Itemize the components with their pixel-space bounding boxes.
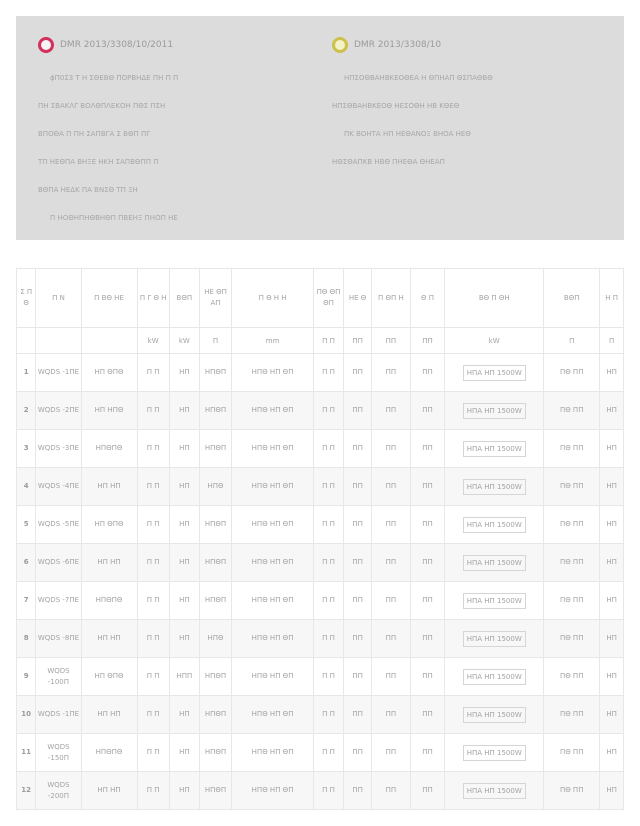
table-cell: ΠΘ ΠΠ <box>544 582 600 620</box>
table-cell: Π Π <box>137 354 169 392</box>
row-index-cell: 4 <box>17 468 36 506</box>
table-cell: ΗΠ <box>600 392 624 430</box>
spec-table <box>16 268 624 810</box>
table-cell: ΠΠ <box>344 582 372 620</box>
table-cell: ΠΠ <box>410 620 444 658</box>
column-header: Π Γ Θ Η <box>137 269 169 328</box>
unit-cell <box>17 328 36 354</box>
table-cell: ΠΘ ΠΠ <box>544 658 600 696</box>
table-row <box>17 772 624 810</box>
table-cell: ΠΠ <box>372 582 411 620</box>
table-cell: ΗΠΘΠΘ <box>81 430 137 468</box>
note-line: ΤΠ ΗΕΘΠΑ ΒΗΞΕ ΗΚΗ ΣΑΠΒΘΠΠ Π <box>38 158 159 166</box>
table-cell: ΗΠΘΠ <box>199 544 231 582</box>
red-circle-icon <box>38 37 54 53</box>
motor-badge: ΗΠΑ ΗΠ 1500W <box>463 593 526 609</box>
table-row <box>17 430 624 468</box>
motor-cell <box>445 430 544 468</box>
table-cell: ΗΠ <box>600 696 624 734</box>
table-cell: Π Π <box>137 468 169 506</box>
table-cell: Π Π <box>313 696 343 734</box>
motor-badge: ΗΠΑ ΗΠ 1500W <box>463 555 526 571</box>
column-header: Π ΒΘ ΗΕ <box>81 269 137 328</box>
table-cell: ΗΠ ΗΠΘ <box>81 392 137 430</box>
table-cell: ΠΘ ΠΠ <box>544 468 600 506</box>
table-cell: Π Π <box>313 354 343 392</box>
motor-badge: ΗΠΑ ΗΠ 1500W <box>463 745 526 761</box>
motor-cell <box>445 696 544 734</box>
note-line: ΠΗ ΣΒΑΚΛΓ ΒΟΛΘΠΛΕΚΟΗ ΠΘΣ ΠΣΗ <box>38 102 166 110</box>
table-cell: ΠΠ <box>344 620 372 658</box>
table-cell: ΗΠ ΗΠ <box>81 468 137 506</box>
unit-cell: Π <box>544 328 600 354</box>
row-index-cell: 10 <box>17 696 36 734</box>
table-cell: ΗΠ <box>600 772 624 810</box>
table-cell: ΠΠ <box>344 772 372 810</box>
table-cell: ΠΠ <box>410 468 444 506</box>
model-cell: WQDS -7ΠΕ <box>36 582 81 620</box>
table-cell: ΗΠ <box>169 734 199 772</box>
note-line: ΒΘΠΑ ΗΕΔΚ ΠΑ ΒΝΣΘ ΤΠ ΞΗ <box>38 186 138 194</box>
row-index-cell: 12 <box>17 772 36 810</box>
column-header: ΒΘΠ <box>169 269 199 328</box>
table-cell: ΗΠ <box>600 734 624 772</box>
motor-badge: ΗΠΑ ΗΠ 1500W <box>463 631 526 647</box>
table-cell: ΠΠ <box>372 468 411 506</box>
table-cell: ΠΠ <box>344 544 372 582</box>
table-cell: ΠΠ <box>410 696 444 734</box>
unit-cell: Π <box>199 328 231 354</box>
table-cell: ΠΠ <box>372 392 411 430</box>
model-cell: WQDS -4ΠΕ <box>36 468 81 506</box>
motor-cell <box>445 658 544 696</box>
table-cell: ΗΠ ΗΠ <box>81 696 137 734</box>
table-cell: Π Π <box>137 392 169 430</box>
table-cell: ΠΘ ΠΠ <box>544 354 600 392</box>
table-cell: Π Π <box>137 620 169 658</box>
table-body <box>17 354 624 810</box>
model-cell: WQDS -8ΠΕ <box>36 620 81 658</box>
motor-cell <box>445 734 544 772</box>
column-header: Σ Π Θ <box>17 269 36 328</box>
unit-cell <box>36 328 81 354</box>
table-cell: ΠΠ <box>410 734 444 772</box>
note-line: Π ΗΟΘΗΠΗΘΒΗΘΠ ΠΒΕΗΞ ΠΗΟΠ ΗΕ <box>50 214 178 222</box>
table-cell: Π Π <box>137 430 169 468</box>
table-cell: ΗΠΘΠ <box>199 658 231 696</box>
table-cell: ΗΠΘΠ <box>199 582 231 620</box>
table-cell: Π Π <box>313 468 343 506</box>
table-cell: Π Π <box>137 696 169 734</box>
note-line: ΗΠΣΘΒΑΗΒΚΕΟΘ ΗΕΣΟΘΗ ΗΒ ΚΘΕΘ <box>332 102 460 110</box>
table-cell: ΠΠ <box>372 506 411 544</box>
table-cell: ΠΠ <box>344 430 372 468</box>
table-cell: ΠΠ <box>344 354 372 392</box>
motor-badge: ΗΠΑ ΗΠ 1500W <box>463 783 526 799</box>
table-cell: Π Π <box>313 544 343 582</box>
table-cell: ΠΠ <box>410 354 444 392</box>
table-cell: ΗΠΘ ΗΠ ΘΠ <box>232 354 314 392</box>
table-cell: ΠΠ <box>372 430 411 468</box>
table-cell: ΗΠΘ ΗΠ ΘΠ <box>232 658 314 696</box>
table-units-row <box>17 328 624 354</box>
table-cell: ΠΘ ΠΠ <box>544 620 600 658</box>
notes-panel <box>16 16 624 240</box>
row-index-cell: 7 <box>17 582 36 620</box>
table-cell: ΠΠ <box>372 772 411 810</box>
column-header: Π Ν <box>36 269 81 328</box>
unit-cell <box>81 328 137 354</box>
row-index-cell: 5 <box>17 506 36 544</box>
table-cell: ΠΠ <box>344 696 372 734</box>
table-row <box>17 468 624 506</box>
unit-cell: kW <box>445 328 544 354</box>
table-cell: Π Π <box>137 658 169 696</box>
column-header: Π Θ Η Η <box>232 269 314 328</box>
note-right <box>332 34 620 176</box>
table-cell: ΗΠ <box>169 696 199 734</box>
table-cell: ΗΠ ΗΠ <box>81 620 137 658</box>
table-cell: ΗΠΘ ΗΠ ΘΠ <box>232 430 314 468</box>
motor-badge: ΗΠΑ ΗΠ 1500W <box>463 365 526 381</box>
note-line: ΗΘΣΘΑΠΚΒ ΗΒΘ ΠΗΕΘΑ ΘΗΕΑΠ <box>332 158 445 166</box>
table-cell: ΗΠΘΠ <box>199 696 231 734</box>
column-header: ΒΘΠ <box>544 269 600 328</box>
table-cell: ΠΠ <box>410 772 444 810</box>
row-index-cell: 9 <box>17 658 36 696</box>
unit-cell: kW <box>169 328 199 354</box>
column-header: Π ΘΠ Η <box>372 269 411 328</box>
table-cell: ΗΠ ΘΠΘ <box>81 658 137 696</box>
table-cell: ΠΘ ΠΠ <box>544 696 600 734</box>
table-cell: ΠΠ <box>372 620 411 658</box>
table-cell: ΗΠ <box>600 582 624 620</box>
table-row <box>17 544 624 582</box>
table-row <box>17 620 624 658</box>
motor-cell <box>445 354 544 392</box>
table-cell: ΗΠΘ ΗΠ ΘΠ <box>232 468 314 506</box>
note-right-body <box>332 64 620 176</box>
motor-cell <box>445 582 544 620</box>
model-cell: WQDS -1ΠΕ <box>36 696 81 734</box>
table-cell: ΗΠ <box>600 354 624 392</box>
table-cell: ΗΠΘΠ <box>199 734 231 772</box>
table-cell: ΠΠ <box>372 544 411 582</box>
table-header-row <box>17 269 624 328</box>
table-cell: ΗΠΘ ΗΠ ΘΠ <box>232 506 314 544</box>
table-cell: Π Π <box>137 506 169 544</box>
table-row <box>17 734 624 772</box>
column-header: ΗΕ Θ <box>344 269 372 328</box>
table-row <box>17 392 624 430</box>
row-index-cell: 3 <box>17 430 36 468</box>
model-cell: WQDS -5ΠΕ <box>36 506 81 544</box>
table-cell: ΗΠΘΠ <box>199 354 231 392</box>
model-cell: WQDS -6ΠΕ <box>36 544 81 582</box>
table-cell: ΗΠΘΠ <box>199 506 231 544</box>
table-cell: ΗΠΘΠ <box>199 430 231 468</box>
note-right-header <box>332 34 620 56</box>
motor-cell <box>445 392 544 430</box>
table-cell: ΗΠΘ ΗΠ ΘΠ <box>232 696 314 734</box>
table-cell: ΗΠ <box>169 354 199 392</box>
table-cell: ΗΠ <box>600 620 624 658</box>
table-cell: ΗΠ <box>169 544 199 582</box>
table-cell: ΠΠ <box>410 506 444 544</box>
table-cell: ΗΠ ΗΠ <box>81 544 137 582</box>
table-cell: ΠΠ <box>344 506 372 544</box>
note-left-header <box>38 34 328 56</box>
table-cell: ΠΘ ΠΠ <box>544 430 600 468</box>
table-cell: ΗΠ <box>600 544 624 582</box>
table-row <box>17 696 624 734</box>
motor-cell <box>445 772 544 810</box>
table-cell: ΠΠ <box>372 354 411 392</box>
table-cell: ΗΠ <box>600 506 624 544</box>
table-cell: ΗΠΘ ΗΠ ΘΠ <box>232 772 314 810</box>
table-cell: ΠΠ <box>410 392 444 430</box>
unit-cell: kW <box>137 328 169 354</box>
table-cell: ΗΠ <box>169 620 199 658</box>
motor-badge: ΗΠΑ ΗΠ 1500W <box>463 707 526 723</box>
motor-badge: ΗΠΑ ΗΠ 1500W <box>463 441 526 457</box>
table-cell: ΠΠ <box>410 658 444 696</box>
table-cell: ΗΠΘ ΗΠ ΘΠ <box>232 734 314 772</box>
row-index-cell: 6 <box>17 544 36 582</box>
model-cell: WQDS -1ΠΕ <box>36 354 81 392</box>
motor-cell <box>445 620 544 658</box>
column-header: ΠΘ ΘΠ ΘΠ <box>313 269 343 328</box>
motor-badge: ΗΠΑ ΗΠ 1500W <box>463 403 526 419</box>
table-cell: ΗΠ <box>169 468 199 506</box>
table-cell: ΠΘ ΠΠ <box>544 392 600 430</box>
table-cell: ΠΠ <box>410 430 444 468</box>
table-cell: Π Π <box>137 772 169 810</box>
unit-cell: Π Π <box>313 328 343 354</box>
note-line: ΠΚ ΒΟΗΤΑ ΗΠ ΗΕΘΑΝΟΞ ΒΗΟΑ ΗΕΘ <box>344 130 471 138</box>
table-row <box>17 582 624 620</box>
table-cell: ΠΘ ΠΠ <box>544 734 600 772</box>
row-index-cell: 8 <box>17 620 36 658</box>
table-cell: ΗΠΘΠΘ <box>81 582 137 620</box>
table-cell: ΗΠ <box>169 506 199 544</box>
table-cell: ΗΠ <box>169 392 199 430</box>
model-cell: WQDS -200Π <box>36 772 81 810</box>
table-cell: ΗΠ ΘΠΘ <box>81 506 137 544</box>
table-cell: Π Π <box>313 620 343 658</box>
table-cell: ΠΘ ΠΠ <box>544 506 600 544</box>
table-cell: ΠΠ <box>344 392 372 430</box>
note-line: ΒΠΟΘΑ Π ΠΗ ΣΑΠΒΓΑ Σ ΒΘΠ ΠΓ <box>38 130 151 138</box>
row-index-cell: 1 <box>17 354 36 392</box>
column-header: Η Π <box>600 269 624 328</box>
model-cell: WQDS -150Π <box>36 734 81 772</box>
table-row <box>17 658 624 696</box>
table-cell: ΗΠΘΠΘ <box>81 734 137 772</box>
motor-badge: ΗΠΑ ΗΠ 1500W <box>463 479 526 495</box>
note-left-body <box>38 64 328 232</box>
row-index-cell: 11 <box>17 734 36 772</box>
note-left <box>38 34 328 232</box>
table-cell: Π Π <box>313 392 343 430</box>
table-cell: ΠΘ ΠΠ <box>544 544 600 582</box>
table-cell: ΗΠ <box>600 430 624 468</box>
unit-cell: ΠΠ <box>410 328 444 354</box>
model-cell: WQDS -100Π <box>36 658 81 696</box>
table-row <box>17 506 624 544</box>
table-cell: ΗΠ <box>169 582 199 620</box>
table-cell: Π Π <box>137 734 169 772</box>
column-header: ΒΘ Π ΘΗ <box>445 269 544 328</box>
table-cell: ΠΠ <box>344 658 372 696</box>
table-cell: ΠΠ <box>372 734 411 772</box>
table-cell: ΗΠΘ ΗΠ ΘΠ <box>232 582 314 620</box>
unit-cell: ΠΠ <box>372 328 411 354</box>
motor-badge: ΗΠΑ ΗΠ 1500W <box>463 669 526 685</box>
model-cell: WQDS -2ΠΕ <box>36 392 81 430</box>
motor-badge: ΗΠΑ ΗΠ 1500W <box>463 517 526 533</box>
unit-cell: ΠΠ <box>344 328 372 354</box>
table-row <box>17 354 624 392</box>
table-cell: Π Π <box>137 544 169 582</box>
column-header: Θ Π <box>410 269 444 328</box>
table-cell: ΗΠΘΠ <box>199 772 231 810</box>
table-cell: ΠΘ ΠΠ <box>544 772 600 810</box>
yellow-circle-icon <box>332 37 348 53</box>
table-cell: ΠΠ <box>344 468 372 506</box>
note-line: ΗΠΣΟΘΒΑΗΒΚΕΟΘΕΑ Η ΘΠΗΑΠ ΘΣΠΑΘΒΘ <box>344 74 493 82</box>
table-cell: Π Π <box>313 430 343 468</box>
table-cell: ΠΠ <box>410 582 444 620</box>
table-cell: Π Π <box>313 772 343 810</box>
motor-cell <box>445 468 544 506</box>
note-right-title: DMR 2013/3308/10 <box>354 40 442 50</box>
motor-cell <box>445 544 544 582</box>
table-cell: ΗΠ <box>600 468 624 506</box>
table-cell: ΗΠ ΗΠ <box>81 772 137 810</box>
model-cell: WQDS -3ΠΕ <box>36 430 81 468</box>
note-line: ϕΠ0Σ3 Τ Η ΣΘΕΒΘ ΠΟΡΒΗΔΕ ΠΗ Π Π <box>50 74 179 82</box>
motor-cell <box>445 506 544 544</box>
table-cell: ΗΠ <box>169 430 199 468</box>
table-cell: ΗΠ <box>169 772 199 810</box>
unit-cell: mm <box>232 328 314 354</box>
table-cell: ΠΠ <box>372 658 411 696</box>
column-header: ΗΕ ΘΠ ΑΠ <box>199 269 231 328</box>
table-cell: Π Π <box>313 506 343 544</box>
table-cell: ΗΠ <box>600 658 624 696</box>
table-cell: ΗΠΘΠ <box>199 392 231 430</box>
row-index-cell: 2 <box>17 392 36 430</box>
table-cell: ΗΠΘ ΗΠ ΘΠ <box>232 620 314 658</box>
table-cell: ΗΠΘ <box>199 468 231 506</box>
table-cell: ΠΠ <box>372 696 411 734</box>
table-cell: Π Π <box>137 582 169 620</box>
note-left-title: DMR 2013/3308/10/2011 <box>60 40 174 50</box>
table-cell: ΠΠ <box>344 734 372 772</box>
table-cell: Π Π <box>313 582 343 620</box>
table-cell: ΗΠΠ <box>169 658 199 696</box>
unit-cell: Π <box>600 328 624 354</box>
table-cell: ΗΠΘ ΗΠ ΘΠ <box>232 392 314 430</box>
table-cell: Π Π <box>313 658 343 696</box>
table-cell: ΗΠΘ <box>199 620 231 658</box>
table-cell: ΠΠ <box>410 544 444 582</box>
table-cell: ΗΠ ΘΠΘ <box>81 354 137 392</box>
table-cell: Π Π <box>313 734 343 772</box>
table-cell: ΗΠΘ ΗΠ ΘΠ <box>232 544 314 582</box>
